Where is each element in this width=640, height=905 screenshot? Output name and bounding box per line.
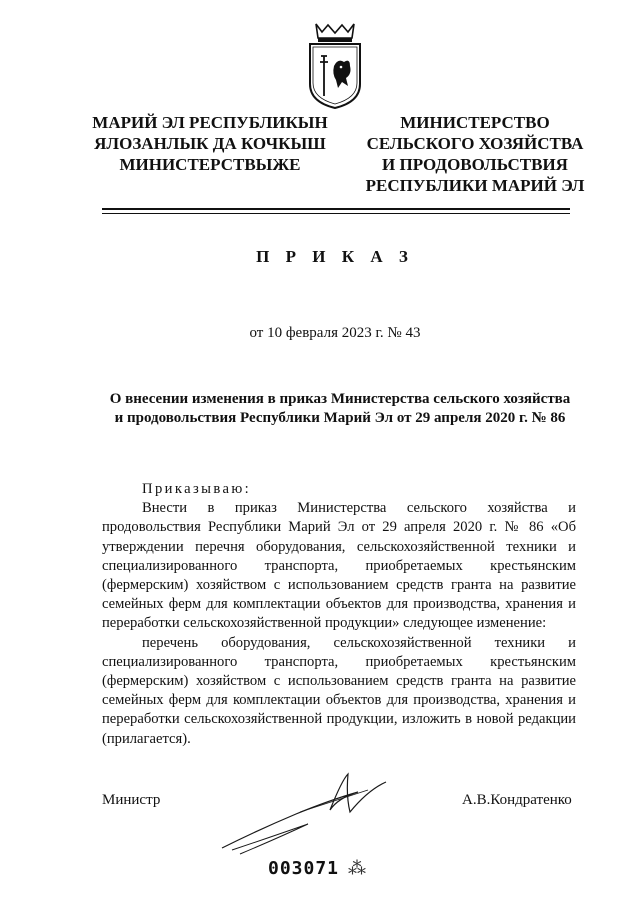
handwritten-signature (218, 768, 388, 858)
order-word: Приказываю: (142, 481, 252, 497)
registration-number: 003071 (268, 858, 340, 879)
coat-of-arms-emblem (304, 22, 366, 110)
document-body (102, 480, 576, 749)
signatory-name: А.В.Кондратенко (462, 792, 572, 808)
document-subject: О внесении изменения в приказ Министерства сельского хозяйства и продовольствия Республики Марий Эл от 29 апреля 2020 г. № 86 (109, 391, 571, 426)
header-divider-thick (102, 208, 570, 210)
body-paragraph-1: Внести в приказ Министерства сельского хозяйства и продовольствия Республики Марий Эл от 29 апреля 2020 г. № 86 «Об утверждении перечня оборудования, сельскохозяйственной техники и специализированного транспорта, приобретаемых крестьянским (фермерским) хозяйством с использованием средств гранта на развитие семейных ферм для комплектации объектов для производства, хранения и переработки сельскохозяйственной продукции» следующее изменение: (102, 500, 576, 632)
header-divider-thin (102, 213, 570, 214)
header-ministry-name-mari: МАРИЙ ЭЛ РЕСПУБЛИКЫН ЯЛОЗАНЛЫК ДА КОЧКЫШ МИНИСТЕРСТВЫЖЕ (92, 113, 328, 174)
body-paragraph-2: перечень оборудования, сельскохозяйственной техники и специализированного транспорта, приобретаемых крестьянским (фермерским) хозяйством с использованием средств гранта на развитие семейных ферм для комплектации объектов для производства, хранения и переработки сельскохозяйственной продукции, изложить в новой редакции (прилагается). (102, 634, 576, 747)
stamp-mark-icon: ⁂ (348, 858, 366, 878)
document-title: П Р И К А З (256, 247, 414, 266)
header-ministry-name-russian: МИНИСТЕРСТВО СЕЛЬСКОГО ХОЗЯЙСТВА И ПРОДОВОЛЬСТВИЯ РЕСПУБЛИКИ МАРИЙ ЭЛ (365, 113, 585, 195)
document-date-number: от 10 февраля 2023 г. № 43 (249, 325, 421, 341)
signatory-position: Министр (102, 792, 161, 808)
